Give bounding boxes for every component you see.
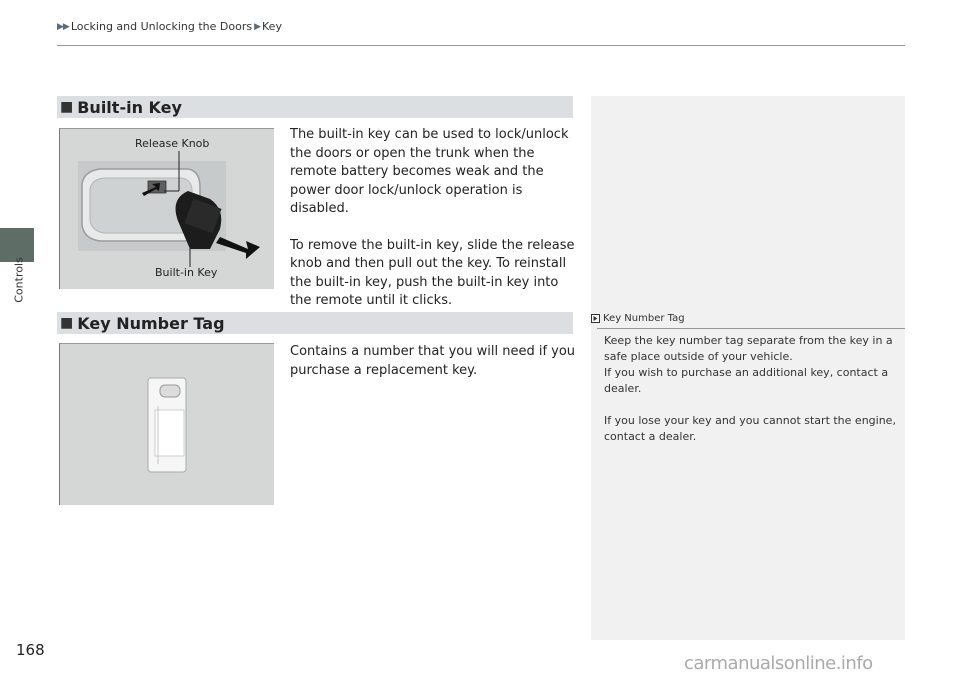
built-in-key-text [290, 126, 580, 311]
built-in-key-para-1: The built-in key can be used to lock/unlock the doors or open the trunk when the remote battery becomes weak and the power door lock/unlock operation is disabled. [290, 127, 569, 216]
note-body [604, 333, 898, 445]
watermark: carmanualsonline.info [684, 653, 873, 674]
label-release-knob: Release Knob [135, 137, 210, 150]
note-heading: Key Number Tag [591, 313, 685, 324]
side-section-label: Controls [12, 257, 26, 303]
section-heading-built-in-key: ■ Built-in Key [57, 96, 573, 118]
section-heading-key-number-tag: ■ Key Number Tag [57, 312, 573, 334]
double-triangle-icon: ▶▶ [57, 21, 69, 32]
figure-key-number-tag [59, 343, 274, 505]
label-built-in-key: Built-in Key [155, 266, 218, 279]
built-in-key-para-2: To remove the built-in key, slide the release knob and then pull out the key. To reinstall the built-in key, push the built-in key into the remote until it clicks. [290, 237, 575, 308]
key-number-tag-illustration [60, 344, 275, 506]
note-rule [597, 328, 905, 329]
page-number: 168 [16, 641, 45, 659]
breadcrumb [57, 20, 282, 33]
breadcrumb-item-locking[interactable]: Locking and Unlocking the Doors [70, 20, 253, 33]
note-para-2: If you lose your key and you cannot start the engine, contact a dealer. [604, 414, 896, 443]
key-number-tag-text: Contains a number that you will need if you purchase a replacement key. [290, 344, 576, 378]
square-bullet-icon: ■ [60, 315, 74, 331]
header-rule [57, 45, 905, 46]
triangle-icon: ▶ [254, 21, 261, 32]
square-bullet-icon: ■ [60, 99, 74, 115]
figure-built-in-key [59, 128, 274, 289]
breadcrumb-item-key[interactable]: Key [262, 20, 282, 33]
note-para-1: Keep the key number tag separate from the key in a safe place outside of your vehicle. If you wish to purchase an additional key, contact a dealer. [604, 334, 893, 395]
arrow-box-icon [591, 314, 600, 323]
